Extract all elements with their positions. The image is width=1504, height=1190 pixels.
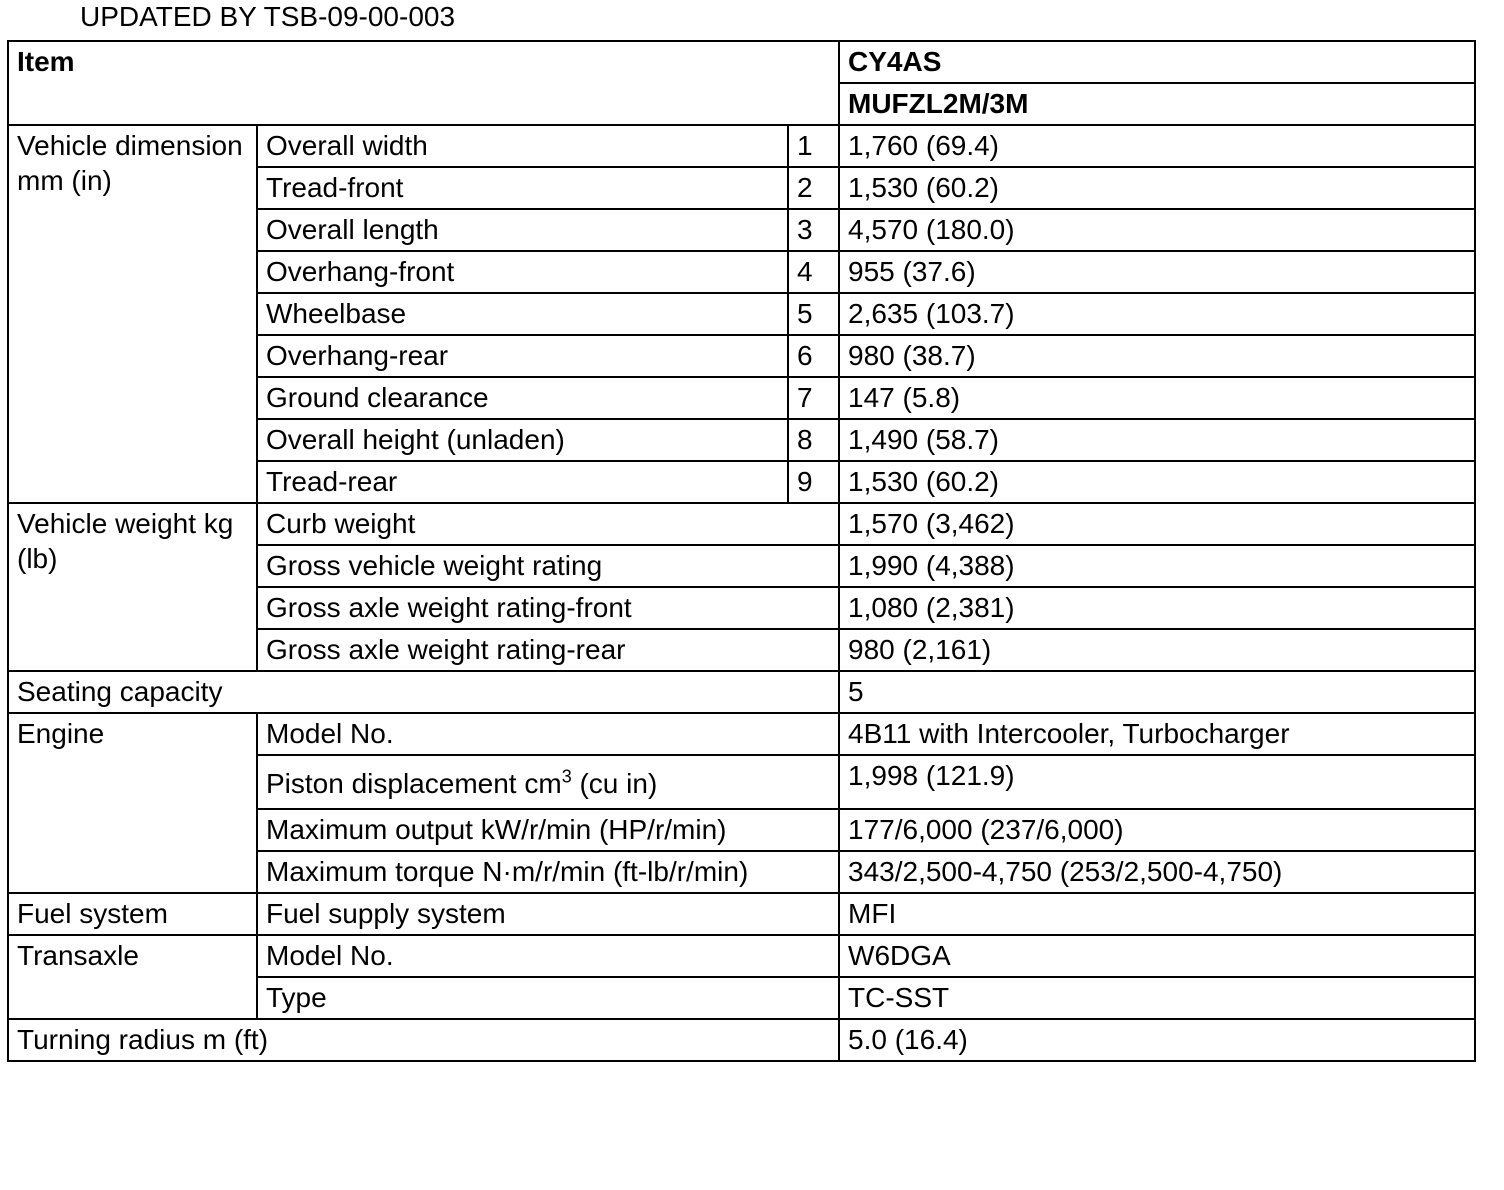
spec-name: Gross axle weight rating-rear (257, 629, 839, 671)
spec-name: Ground clearance (257, 377, 788, 419)
spec-name: Fuel supply system (257, 893, 839, 935)
spec-name: Gross vehicle weight rating (257, 545, 839, 587)
fuel-system-group: Fuel system (8, 893, 257, 935)
spec-number: 7 (788, 377, 839, 419)
spec-number: 3 (788, 209, 839, 251)
model-code-header: CY4AS (839, 41, 1475, 83)
spec-value: 1,080 (2,381) (839, 587, 1475, 629)
spec-value: 1,760 (69.4) (839, 125, 1475, 167)
spec-value: 955 (37.6) (839, 251, 1475, 293)
transaxle-group: Transaxle (8, 935, 257, 1019)
spec-value: 4B11 with Intercooler, Turbocharger (839, 713, 1475, 755)
spec-number: 9 (788, 461, 839, 503)
spec-number: 8 (788, 419, 839, 461)
spec-value: 1,570 (3,462) (839, 503, 1475, 545)
spec-value: 980 (2,161) (839, 629, 1475, 671)
spec-name: Overhang-front (257, 251, 788, 293)
spec-value: 5 (839, 671, 1475, 713)
engine-group: Engine (8, 713, 257, 893)
spec-value: 177/6,000 (237/6,000) (839, 809, 1475, 851)
table-row (8, 893, 1475, 935)
spec-name: Curb weight (257, 503, 839, 545)
vehicle-dimension-group: Vehicle dimension mm (in) (8, 125, 257, 503)
spec-value: 1,530 (60.2) (839, 461, 1475, 503)
spec-value: 1,490 (58.7) (839, 419, 1475, 461)
spec-name: Model No. (257, 713, 839, 755)
spec-number: 5 (788, 293, 839, 335)
displacement-unit: (cu in) (571, 768, 658, 799)
spec-value: W6DGA (839, 935, 1475, 977)
spec-name: Tread-front (257, 167, 788, 209)
spec-value: 1,530 (60.2) (839, 167, 1475, 209)
spec-name: Overall length (257, 209, 788, 251)
spec-number: 2 (788, 167, 839, 209)
spec-name: Maximum output kW/r/min (HP/r/min) (257, 809, 839, 851)
table-row (8, 935, 1475, 977)
displacement-exponent: 3 (561, 766, 572, 787)
vehicle-weight-group: Vehicle weight kg (lb) (8, 503, 257, 671)
table-header-row (8, 41, 1475, 83)
spec-name: Overall width (257, 125, 788, 167)
spec-number: 4 (788, 251, 839, 293)
spec-value: 980 (38.7) (839, 335, 1475, 377)
spec-value: 4,570 (180.0) (839, 209, 1475, 251)
spec-value: 2,635 (103.7) (839, 293, 1475, 335)
spec-name: Maximum torque N·m/r/min (ft-lb/r/min) (257, 851, 839, 893)
seating-capacity-label: Seating capacity (8, 671, 839, 713)
turning-radius-label: Turning radius m (ft) (8, 1019, 839, 1061)
table-row (8, 713, 1475, 755)
spec-value: 147 (5.8) (839, 377, 1475, 419)
spec-name: Type (257, 977, 839, 1019)
spec-value: 5.0 (16.4) (839, 1019, 1475, 1061)
spec-value: MFI (839, 893, 1475, 935)
table-row (8, 125, 1475, 167)
spec-name: Gross axle weight rating-front (257, 587, 839, 629)
spec-number: 6 (788, 335, 839, 377)
spec-value: 1,990 (4,388) (839, 545, 1475, 587)
item-header: Item (8, 41, 839, 125)
table-row (8, 671, 1475, 713)
spec-name: Overhang-rear (257, 335, 788, 377)
spec-name (257, 755, 839, 809)
displacement-label: Piston displacement cm (266, 768, 562, 799)
table-row (8, 503, 1475, 545)
spec-name: Tread-rear (257, 461, 788, 503)
spec-value: 343/2,500-4,750 (253/2,500-4,750) (839, 851, 1475, 893)
update-note: UPDATED BY TSB-09-00-003 (80, 1, 456, 32)
spec-value: TC-SST (839, 977, 1475, 1019)
spec-name: Overall height (unladen) (257, 419, 788, 461)
model-variant-header: MUFZL2M/3M (839, 83, 1475, 125)
spec-number: 1 (788, 125, 839, 167)
specification-table (7, 40, 1476, 1062)
spec-value: 1,998 (121.9) (839, 755, 1475, 809)
table-row (8, 1019, 1475, 1061)
spec-name: Model No. (257, 935, 839, 977)
spec-name: Wheelbase (257, 293, 788, 335)
